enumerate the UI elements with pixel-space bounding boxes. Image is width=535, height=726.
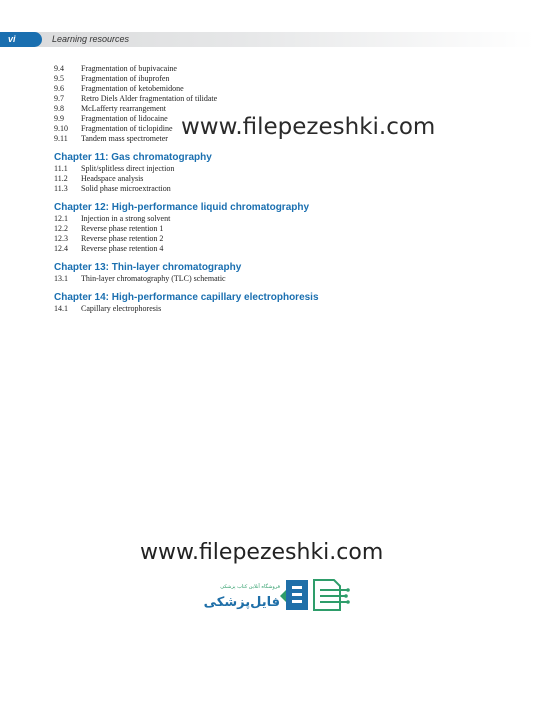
item-number: 9.4	[54, 64, 64, 73]
list-item	[54, 244, 494, 254]
chapter-title: Chapter 12: High-performance liquid chromatography	[54, 202, 310, 213]
item-number: 13.1	[54, 274, 68, 283]
list-item	[54, 274, 494, 284]
item-number: 11.2	[54, 174, 68, 183]
list-item	[54, 84, 494, 94]
filepezeshki-logo	[180, 576, 350, 616]
item-number: 9.6	[54, 84, 64, 93]
chapter-title: Chapter 11: Gas chromatography	[54, 152, 212, 163]
chapter-11-section	[54, 152, 494, 194]
list-item	[54, 304, 494, 314]
watermark-url-bottom: www.filepezeshki.com	[140, 540, 384, 565]
item-number: 12.3	[54, 234, 68, 243]
list-item	[54, 94, 494, 104]
running-head: Learning resources	[52, 34, 130, 44]
item-text: Injection in a strong solvent	[81, 214, 171, 223]
item-text: Reverse phase retention 4	[81, 244, 164, 253]
item-number: 9.11	[54, 134, 68, 143]
list-item	[54, 224, 494, 234]
chapter-title: Chapter 14: High-performance capillary electrophoresis	[54, 292, 319, 303]
logo-text: فایل‌پزشکی	[203, 595, 280, 610]
list-item	[54, 64, 494, 74]
item-text: Capillary electrophoresis	[81, 304, 162, 313]
list-item	[54, 184, 494, 194]
item-number: 9.7	[54, 94, 64, 103]
item-number: 12.1	[54, 214, 68, 223]
chapter-title: Chapter 13: Thin-layer chromatography	[54, 262, 242, 273]
logo-subtext: فروشگاه آنلاین کتاب پزشکی	[220, 584, 280, 590]
item-text: Reverse phase retention 1	[81, 224, 164, 233]
watermark-url-top: www.filepezeshki.com	[181, 114, 436, 140]
item-number: 9.9	[54, 114, 64, 123]
item-number: 11.3	[54, 184, 68, 193]
item-text: Headspace analysis	[81, 174, 144, 183]
logo-wordmark	[204, 583, 281, 610]
learning-resources-list	[54, 64, 494, 314]
list-item	[54, 214, 494, 224]
item-number: 9.5	[54, 74, 64, 83]
item-text: Split/splitless direct injection	[81, 164, 175, 173]
item-text: Fragmentation of lidocaine	[81, 114, 168, 123]
list-item	[54, 74, 494, 84]
item-number: 11.1	[54, 164, 68, 173]
list-item	[54, 234, 494, 244]
chapter-12-section	[54, 202, 494, 254]
item-text: Fragmentation of ketobemidone	[81, 84, 184, 93]
item-text: Tandem mass spectrometer	[81, 134, 168, 143]
page-number-tab	[0, 32, 42, 47]
item-text: Solid phase microextraction	[81, 184, 171, 193]
list-item	[54, 104, 494, 114]
item-text: Reverse phase retention 2	[81, 234, 164, 243]
logo-icon	[280, 580, 350, 610]
item-text: Thin-layer chromatography (TLC) schematic	[81, 274, 226, 283]
item-text: Fragmentation of ticlopidine	[81, 124, 173, 133]
item-number: 14.1	[54, 304, 68, 313]
item-text: Retro Diels Alder fragmentation of tilidate	[81, 94, 218, 103]
item-text: McLafferty rearrangement	[81, 104, 166, 113]
item-number: 9.8	[54, 104, 64, 113]
item-number: 12.4	[54, 244, 68, 253]
item-number: 12.2	[54, 224, 68, 233]
list-item	[54, 164, 494, 174]
item-text: Fragmentation of ibuprofen	[81, 74, 170, 83]
chapter-14-section	[54, 292, 494, 314]
item-text: Fragmentation of bupivacaine	[81, 64, 177, 73]
list-item	[54, 174, 494, 184]
chapter-13-section	[54, 262, 494, 284]
item-number: 9.10	[54, 124, 68, 133]
page-number: vi	[8, 34, 16, 44]
